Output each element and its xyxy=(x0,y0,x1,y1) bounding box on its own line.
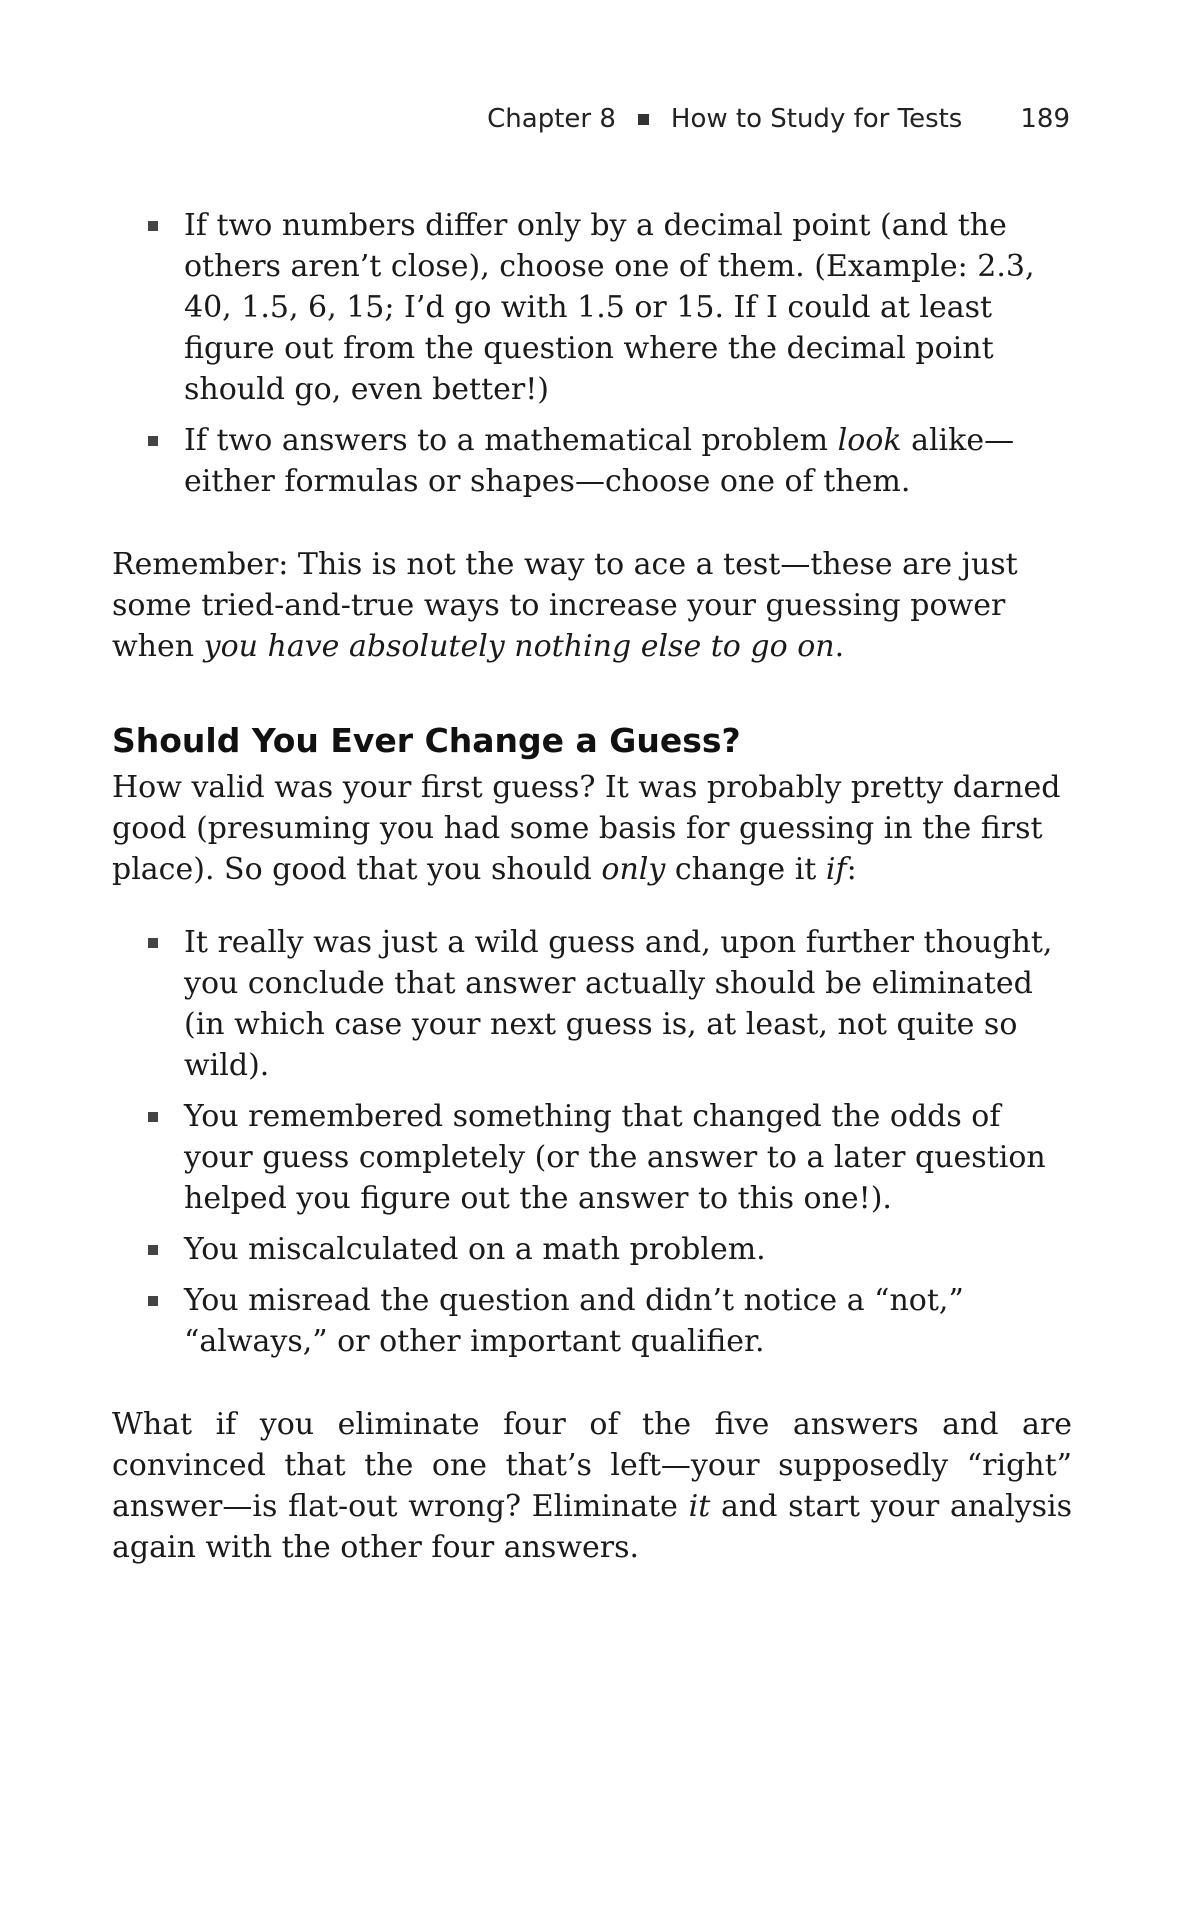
list-item-text: You remembered something that changed the odds of your guess completely (or the answer to a later question helped you figure out the answer to this one!). xyxy=(184,1099,1046,1216)
list-item xyxy=(184,1229,1072,1270)
square-bullet-icon xyxy=(148,221,158,231)
guessing-tips-list xyxy=(112,205,1072,502)
remember-paragraph: Remember: This is not the way to ace a test—these are just some tried-and-true ways to increase your guessing power when you have absolutely nothing else to go on. xyxy=(112,547,1018,664)
page-number: 189 xyxy=(1020,104,1070,134)
list-item xyxy=(184,420,1072,502)
square-bullet-icon xyxy=(148,1296,158,1306)
change-guess-list xyxy=(112,922,1072,1362)
square-bullet-icon xyxy=(638,114,649,125)
square-bullet-icon xyxy=(148,1112,158,1122)
list-item-text: You misread the question and didn’t notice a “not,” “always,” or other important qualifier. xyxy=(184,1283,964,1359)
list-item-text: If two answers to a mathematical problem look alike—either formulas or shapes—choose one of them. xyxy=(184,423,1015,499)
list-item-text: It really was just a wild guess and, upon further thought, you conclude that answer actually should be eliminated (in which case your next guess is, at least, not quite so wild). xyxy=(184,925,1053,1083)
list-item xyxy=(184,205,1072,410)
intro-paragraph: How valid was your first guess? It was probably pretty darned good (presuming you had some basis for guessing in the first place). So good that you should only change it if: xyxy=(112,770,1061,887)
square-bullet-icon xyxy=(148,1245,158,1255)
square-bullet-icon xyxy=(148,436,158,446)
chapter-title: How to Study for Tests xyxy=(670,104,963,134)
list-item xyxy=(184,1096,1072,1219)
closing-paragraph: What if you eliminate four of the five answers and are convinced that the one that’s left—your supposedly “right” answer—is flat-out wrong? Eliminate it and start your analysis again with the other four answers. xyxy=(112,1407,1073,1565)
list-item-text: You miscalculated on a math problem. xyxy=(184,1232,766,1267)
square-bullet-icon xyxy=(148,938,158,948)
list-item xyxy=(184,1280,1072,1362)
list-item xyxy=(184,922,1072,1086)
section-heading: Should You Ever Change a Guess? xyxy=(112,721,741,760)
list-item-text: If two numbers differ only by a decimal point (and the others aren’t close), choose one of them. (Example: 2.3, 40, 1.5, 6, 15; I’d go with 1.5 or 15. If I could at least figure out from the question where the decimal point should go, even better!) xyxy=(184,208,1035,407)
running-head xyxy=(487,104,1070,134)
page-body xyxy=(112,205,1072,1568)
chapter-label: Chapter 8 xyxy=(487,104,616,134)
